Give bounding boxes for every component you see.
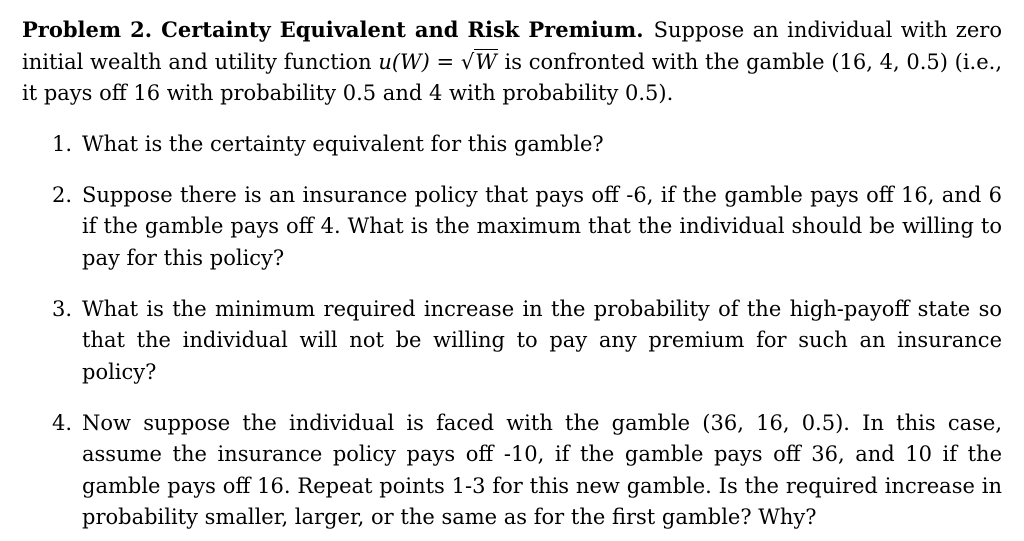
question-number: 2. [52, 182, 73, 207]
question-list [22, 129, 1002, 534]
equals-sign: = [429, 49, 461, 74]
problem-heading: Problem 2. Certainty Equivalent and Risk Premium. [22, 17, 644, 42]
sqrt-argument: W [475, 49, 497, 74]
question-item-4 [22, 408, 1002, 534]
question-text: What is the minimum required increase in the probability of the high-payoff state so that the individual will not be willing to pay any premium for such an insurance policy? [82, 296, 1002, 384]
question-item-3 [22, 294, 1002, 389]
question-text: What is the certainty equivalent for this gamble? [82, 131, 604, 156]
question-number: 1. [52, 131, 73, 156]
sqrt-symbol: √ [460, 49, 475, 74]
document-page [22, 14, 1002, 534]
utility-function-lhs: u(W) [378, 49, 430, 74]
question-text: Suppose there is an insurance policy that pays off -6, if the gamble pays off 16, and 6 if the gamble pays off 4. What is the maximum that the individual should be willing to pay for this policy? [82, 182, 1002, 270]
intro-text-part1: Suppose an individual with zero initial wealth and utility function [22, 18, 1002, 74]
problem-statement [22, 14, 1002, 110]
square-root-expression [461, 47, 498, 79]
question-text: Now suppose the individual is faced with the gamble (36, 16, 0.5). In this case, assume the insurance policy pays off -10, if the gamble pays off 36, and 10 if the gamble pays off 16. Repeat points 1-3 for this new gamble. Is the required increase in probability smaller, larger, or the same as for the first gamble? Why? [82, 410, 1002, 529]
question-number: 3. [52, 296, 73, 321]
question-item-2 [22, 180, 1002, 275]
intro-text-part2: is confronted with the gamble (16, 4, 0.5) (i.e., it pays off 16 with probability 0.5 and 4 with probability 0.5). [22, 49, 1002, 105]
question-item-1 [22, 129, 1002, 161]
question-number: 4. [52, 410, 73, 435]
